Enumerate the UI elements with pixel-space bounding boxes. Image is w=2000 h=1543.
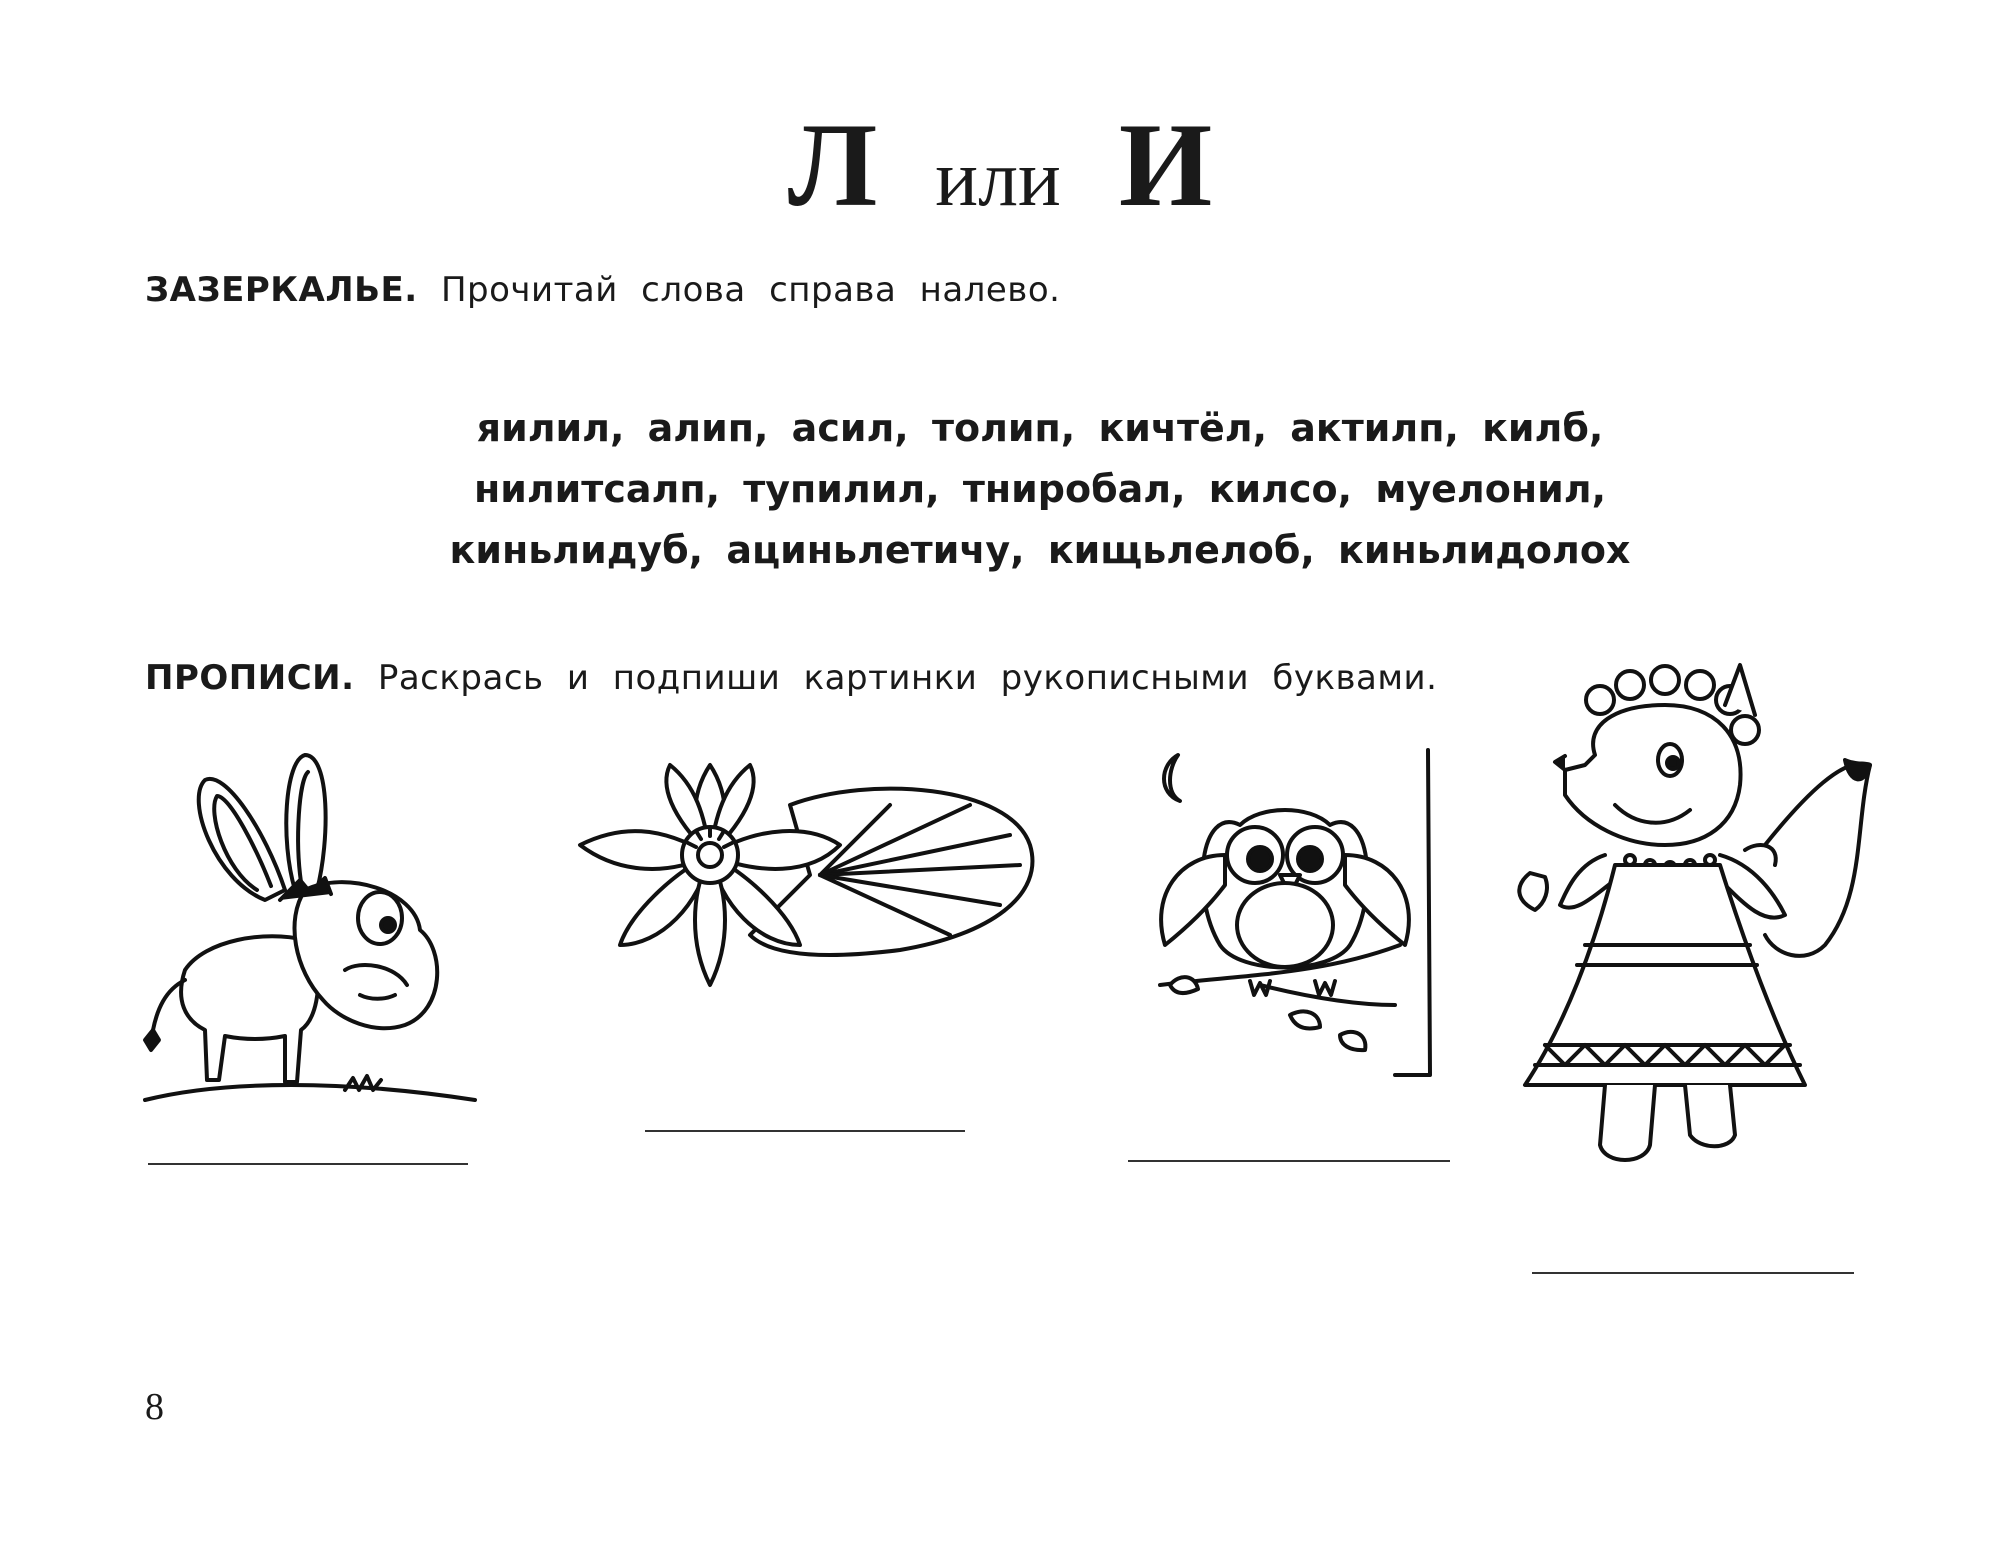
mirror-words-line: нилитсалп, тупилил, тниробал, килсо, муелонил, <box>473 467 1607 511</box>
mirror-task-instruction <box>145 270 1060 310</box>
title-letter-l: Л <box>787 98 878 231</box>
page-number: 8 <box>145 1386 164 1428</box>
title-letter-i: И <box>1118 98 1213 231</box>
copybook-task-instruction <box>145 658 1437 698</box>
water-lily-icon <box>570 745 1040 1005</box>
mirror-task-heading: ЗАЗЕРКАЛЬЕ. <box>145 270 418 310</box>
copybook-task-heading: ПРОПИСИ. <box>145 658 355 698</box>
page-title <box>0 100 2000 230</box>
mirror-words-line: киньлидуб, ациньлетичу, кищьлелоб, киньлидолох <box>449 528 1631 572</box>
owl-icon <box>1140 745 1450 1085</box>
mirror-words-line: яилил, алип, асил, толип, кичтёл, актилп, килб, <box>476 406 1604 450</box>
answer-line-fox-girl[interactable] <box>1532 1272 1854 1274</box>
fox-girl-icon <box>1505 645 1875 1195</box>
answer-line-donkey[interactable] <box>148 1163 468 1165</box>
copybook-task-text: Раскрась и подпиши картинки рукописными буквами. <box>377 658 1438 698</box>
title-connector: или <box>935 135 1061 223</box>
answer-line-owl[interactable] <box>1128 1160 1450 1162</box>
mirror-task-text: Прочитай слова справа налево. <box>440 270 1061 310</box>
answer-line-water-lily[interactable] <box>645 1130 965 1132</box>
donkey-icon <box>145 750 475 1110</box>
mirror-words-block <box>420 398 1660 581</box>
